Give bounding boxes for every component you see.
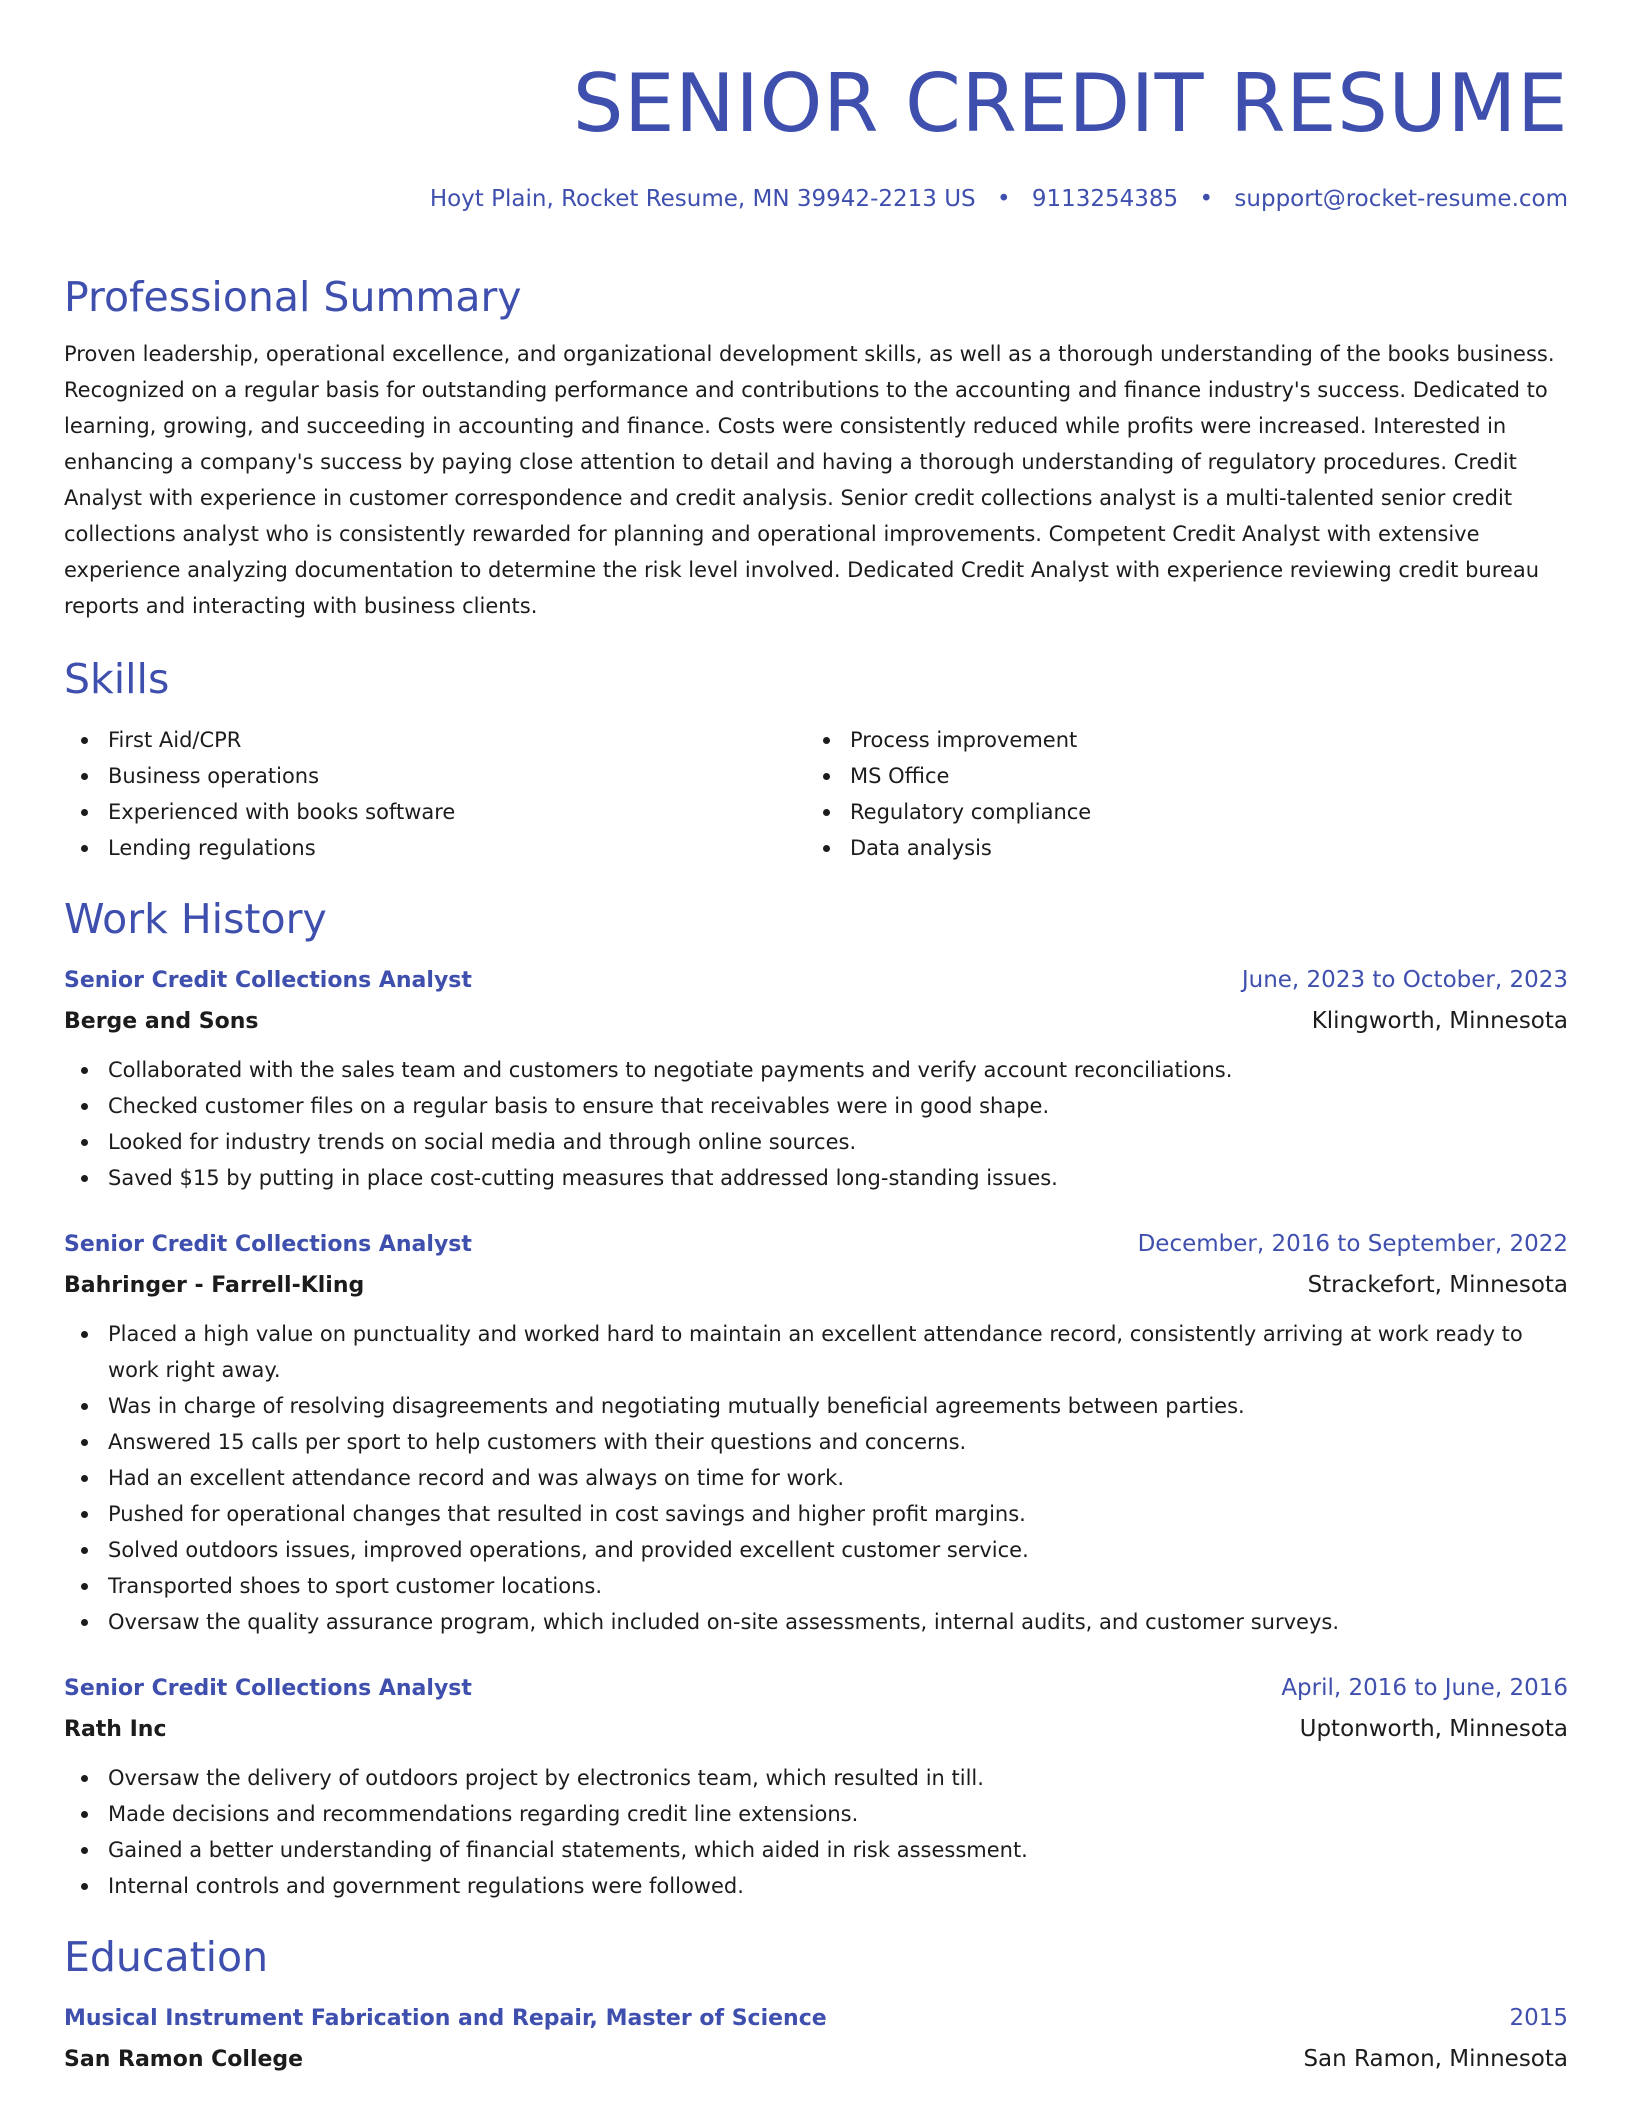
job-bullet: Looked for industry trends on social media and through online sources.: [64, 1124, 1568, 1160]
contact-separator: •: [1199, 186, 1214, 212]
contact-line: [64, 182, 1568, 216]
contact-address: Hoyt Plain, Rocket Resume, MN 39942-2213 US: [429, 186, 976, 212]
job-bullet: Pushed for operational changes that resulted in cost savings and higher profit margins.: [64, 1496, 1568, 1532]
job-bullet: Internal controls and government regulations were followed.: [64, 1868, 1568, 1904]
job-title: Senior Credit Collections Analyst: [64, 968, 472, 993]
skill-item: Regulatory compliance: [806, 794, 1548, 830]
resume-page: [64, 0, 1568, 2078]
summary-text: Proven leadership, operational excellence, and organizational development skills, as well as a thorough understanding of the books business. Recognized on a regular basis for outstanding performance and contributions to the accounting and finance industry's success. Dedicated to learning, growing, and succeeding in accounting and finance. Costs were consistently reduced while profits were increased. Interested in enhancing a company's success by paying close attention to detail and having a thorough understanding of regulatory procedures. Credit Analyst with experience in customer correspondence and credit analysis. Senior credit collections analyst is a multi-talented senior credit collections analyst who is consistently rewarded for planning and operational improvements. Competent Credit Analyst with extensive experience analyzing documentation to determine the risk level involved. Dedicated Credit Analyst with experience reviewing credit bureau reports and interacting with business clients.: [64, 342, 1555, 618]
job-bullets: [64, 1052, 1568, 1196]
job-bullet: Was in charge of resolving disagreements and negotiating mutually beneficial agreements between parties.: [64, 1388, 1568, 1424]
job-bullet: Collaborated with the sales team and customers to negotiate payments and verify account reconciliations.: [64, 1052, 1568, 1088]
skill-item: Data analysis: [806, 830, 1548, 866]
job-subheader: [64, 1267, 1568, 1304]
education-degree: Musical Instrument Fabrication and Repair, Master of Science: [64, 2006, 827, 2031]
education-school: San Ramon College: [64, 2047, 304, 2072]
skill-item: Process improvement: [806, 722, 1548, 758]
education-section: [64, 1930, 1568, 2078]
job-bullet: Placed a high value on punctuality and worked hard to maintain an excellent attendance record, consistently arriving at work ready to work right away.: [64, 1316, 1568, 1388]
job-company: Berge and Sons: [64, 1009, 259, 1034]
job-header: [64, 1670, 1568, 1707]
job-bullet: Made decisions and recommendations regarding credit line extensions.: [64, 1796, 1568, 1832]
job-bullet: Oversaw the quality assurance program, which included on-site assessments, internal audits, and customer surveys.: [64, 1604, 1568, 1640]
contact-separator: •: [996, 186, 1011, 212]
skills-list-left: [64, 722, 806, 866]
skill-item: MS Office: [806, 758, 1548, 794]
job-subheader: [64, 1711, 1568, 1748]
summary-section: [64, 270, 1568, 624]
job-bullet: Transported shoes to sport customer locations.: [64, 1568, 1568, 1604]
job-bullet: Gained a better understanding of financial statements, which aided in risk assessment.: [64, 1832, 1568, 1868]
contact-email: support@rocket-resume.com: [1234, 186, 1568, 212]
work-history-heading: Work History: [64, 895, 327, 943]
skill-item: Experienced with books software: [64, 794, 806, 830]
job-bullet: Saved $15 by putting in place cost-cutting measures that addressed long-standing issues.: [64, 1160, 1568, 1196]
job-title: Senior Credit Collections Analyst: [64, 1232, 472, 1257]
job-bullet: Solved outdoors issues, improved operations, and provided excellent customer service.: [64, 1532, 1568, 1568]
job-dates: December, 2016 to September, 2022: [1137, 1231, 1568, 1257]
job-dates: April, 2016 to June, 2016: [1281, 1675, 1568, 1701]
job-entry: [64, 962, 1568, 1196]
skill-item: First Aid/CPR: [64, 722, 806, 758]
job-entry: [64, 1226, 1568, 1640]
skills-section: [64, 652, 1568, 866]
contact-phone: 9113254385: [1031, 186, 1179, 212]
job-header: [64, 962, 1568, 999]
job-entry: [64, 1670, 1568, 1904]
education-year: 2015: [1509, 2005, 1568, 2031]
job-location: Strackefort, Minnesota: [1307, 1272, 1568, 1298]
education-subheader: [64, 2041, 1568, 2078]
job-company: Rath Inc: [64, 1717, 167, 1742]
education-header: [64, 2000, 1568, 2037]
work-history-section: [64, 892, 1568, 1904]
job-bullets: [64, 1316, 1568, 1640]
job-title: Senior Credit Collections Analyst: [64, 1676, 472, 1701]
job-company: Bahringer - Farrell-Kling: [64, 1273, 365, 1298]
education-entry: [64, 2000, 1568, 2078]
skill-item: Lending regulations: [64, 830, 806, 866]
education-heading: Education: [64, 1933, 269, 1981]
job-bullet: Checked customer files on a regular basis to ensure that receivables were in good shape.: [64, 1088, 1568, 1124]
job-bullet: Answered 15 calls per sport to help customers with their questions and concerns.: [64, 1424, 1568, 1460]
job-location: Klingworth, Minnesota: [1311, 1008, 1568, 1034]
job-bullet: Had an excellent attendance record and was always on time for work.: [64, 1460, 1568, 1496]
skills-list-right: [806, 722, 1548, 866]
job-bullets: [64, 1760, 1568, 1904]
job-bullet: Oversaw the delivery of outdoors project by electronics team, which resulted in till.: [64, 1760, 1568, 1796]
skills-heading: Skills: [64, 655, 170, 703]
job-location: Uptonworth, Minnesota: [1299, 1716, 1568, 1742]
summary-heading: Professional Summary: [64, 273, 522, 321]
resume-title: SENIOR CREDIT RESUME: [572, 57, 1568, 150]
job-header: [64, 1226, 1568, 1263]
job-dates: June, 2023 to October, 2023: [1241, 967, 1568, 993]
skill-item: Business operations: [64, 758, 806, 794]
skills-grid: [64, 722, 1568, 866]
education-location: San Ramon, Minnesota: [1303, 2046, 1568, 2072]
job-subheader: [64, 1003, 1568, 1040]
